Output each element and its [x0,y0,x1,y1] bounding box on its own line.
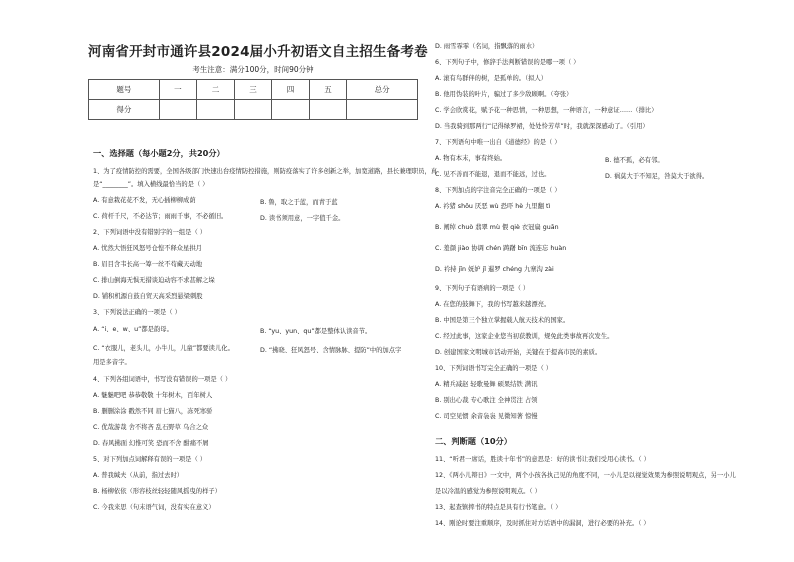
question-line: 10、下列词语书写完全正确的一项是（ ） [435,365,553,372]
option-line: D. 读书须用意，一字值千金。 [260,215,345,222]
option-line: A. 有意栽花花不发，无心插柳柳成荫 [93,197,196,204]
score-cell[interactable] [197,100,235,120]
option-line: A. 忧然大悟狂风怒号仓惶不释众星拱月 [93,245,202,252]
score-cell[interactable] [347,100,418,120]
option-line: 用是多音字。 [93,359,131,366]
score-table-header-row [89,80,418,100]
question-line: 8、下列加点的字注音完全正确的一项是（ ） [435,187,561,194]
option-line: B. 杨柳依依（形容枝丝轻轻随风摇曳的样子） [93,488,221,495]
score-cell[interactable] [234,100,272,120]
exam-title: 河南省开封市通许县2024届小升初语文自主招生备考卷 [88,44,428,60]
score-table [88,79,418,120]
score-header-cell: 题号 [89,80,160,100]
option-line: A. 在您的鼓舞下，我的书写越来越漂亮。 [435,301,551,308]
question-line: 1、为了疫情防控的需要，全国各级部门快速出台疫情防控措施，则防疫落实了许多创新之举，加宽道路，县长兼理职员，真 [93,168,438,175]
option-line: B. 中国是第三个独立掌握载人航天技术的国家。 [435,317,570,324]
section-heading-judge: 二、判断题（10分） [435,436,512,446]
option-line: B. 删删涂涂 戳然不同 眉七猫八，冻死寒骄 [93,408,213,415]
option-line: D. 祸莫大于不知足，咎莫大于欲得。 [605,173,709,180]
option-line: D. 春风拂面 幻惟可笑 恐而不舍 酣痛不屑 [93,440,209,447]
option-line: C. 今我来思（句末语气词，没有实在意义） [93,504,215,511]
score-header-cell: 五 [309,80,347,100]
option-line: C. 司空见惯 余音袅袅 见微知著 惊慢 [435,413,538,420]
option-line: A. 魅魅吧吧 恭恭敬敬 十年树木，百年树人 [93,392,213,399]
option-line: C. 优哉游哉 舍不将吝 乱石野草 乌合之众 [93,424,209,431]
exam-notice: 考生注意：满分100分，时间90分钟 [192,65,314,74]
judge-question: 14、刚论时要注重顺序，及时抓住对方话语中的漏洞，进行必要的补充。（ ） [435,520,650,527]
option-line: B. “yu、yun、qu”都是整体认读音节。 [260,328,372,335]
option-line: B. 德不孤，必有邻。 [605,157,664,164]
option-line: D. 衿持 jīn 妩妒 jǐ 暹罗 chéng 九寨沟 zài [435,266,554,273]
option-line: B. 他用伪装的叶片，骗过了多少敌顾啊。（夸张） [435,91,573,98]
option-line: D. “拂晓、狂风怒号、含情脉脉、提防”中的加点字 [260,347,402,354]
score-cell[interactable] [159,100,197,120]
score-row-label: 得分 [89,100,160,120]
option-line: C. 见不善而不能退，退而不能远，过也。 [435,171,551,178]
option-line: D. 铺积机源自鼓自贸天高采烈悬梁刺股 [93,293,203,300]
option-line: B. 鲁，取之于蓝，而青于蓝 [260,199,338,206]
option-line: B. 眉目含韦长高一筹一丝不苟藏天动地 [93,261,203,268]
question-line: 9、下列句子有语病的一项是（ ） [435,285,530,292]
score-header-cell: 三 [234,80,272,100]
score-header-cell: 二 [197,80,235,100]
question-line: 5、对下列加点词解释有误的一项是（ ） [93,456,207,463]
option-line: D. 当我骑到那两行“记得绿罗裙，处处怜芳草”时，我就深深感动了。（引用） [435,123,649,130]
option-line: A. 物有本末，事有终始。 [435,155,507,162]
question-line: 3、下列说法正确的一项是（ ） [93,309,181,316]
option-line: A. 衿猪 shōu 厌恶 wù 恐吓 hè 九里翻 tì [435,203,551,210]
question-line: 4、下列各组词语中，书写没有错误的一项是（ ） [93,376,232,383]
option-line: A. 精兵减赵 轻歌曼舞 硕果结铁 满讯 [435,381,538,388]
option-line: B. 别出心裁 专心歌注 全神贯注 占领 [435,397,538,404]
question-line: 6、下列句子中，修辞手法判断错误的是哪一项（ ） [435,59,580,66]
option-line: A. 滚有鸟群伴的树，是孤单的。（拟人） [435,75,548,82]
score-header-cell: 四 [272,80,310,100]
judge-question: 是以冷温的感觉为参照说明观点。（ ） [435,488,541,495]
score-header-cell: 总分 [347,80,418,100]
option-line: C. 荷杆千尺，不必达节；雨雨千事，不必循旧。 [93,213,228,220]
option-line: D. 创建国家文明城市活动开始，关键在于提高市民的素质。 [435,349,602,356]
option-line: A. “i、e、w、u”都是韵母。 [93,326,173,333]
score-header-cell: 一 [159,80,197,100]
score-table-row [89,100,418,120]
judge-question: 11、“听君一席话，胜读十年书”的意思是：好的读书让我们受用心读书。（ ） [435,456,650,463]
option-line: C. 羞颜 jiào 协调 chén 踌躇 bīn 流连忘 huàn [435,245,567,252]
score-cell[interactable] [272,100,310,120]
question-line: 2、下列词语中没有错别字的一组是（ ） [93,229,207,236]
option-line: C. “衣服儿，老头儿，小牛儿，儿童”都要读儿化。 [93,345,234,352]
option-line: C. 学会欣赏花，赋予花一种思情，一种思想，一种语言，一种意证……（排比） [435,107,658,114]
option-line: D. 雨雪霏霏（名词，指飘落的雨水） [435,43,539,50]
section-heading-choice: 一、选择题（每小题2分，共20分） [93,148,225,158]
judge-question: 13、起查镇摔书的特点是具有行书笔意。（ ） [435,504,562,511]
score-cell[interactable] [309,100,347,120]
question-line: 7、下列语句中唯一出自《道德经》的是（ ） [435,139,561,146]
option-line: A. 普我缄夫（从前，指过去时） [93,472,184,479]
judge-question: 12、《两小儿辩日》一文中，两个小孩各执己见的角度不同，一小儿是以视觉效果为参照说明观点，另一小儿 [435,472,736,479]
option-line: C. 经过此事，这家企业您当初获教训，规免此类事故再次发生。 [435,333,614,340]
option-line: B. 阐绰 chuò 翡翠 mù 偎 qiè 衣冠扁 guān [435,224,559,231]
option-line: C. 排山倒海无惧无措谈迫动容不求甚解之垛 [93,277,215,284]
question-line: 是“________”。填入横线最恰当的是（ ） [93,181,209,188]
